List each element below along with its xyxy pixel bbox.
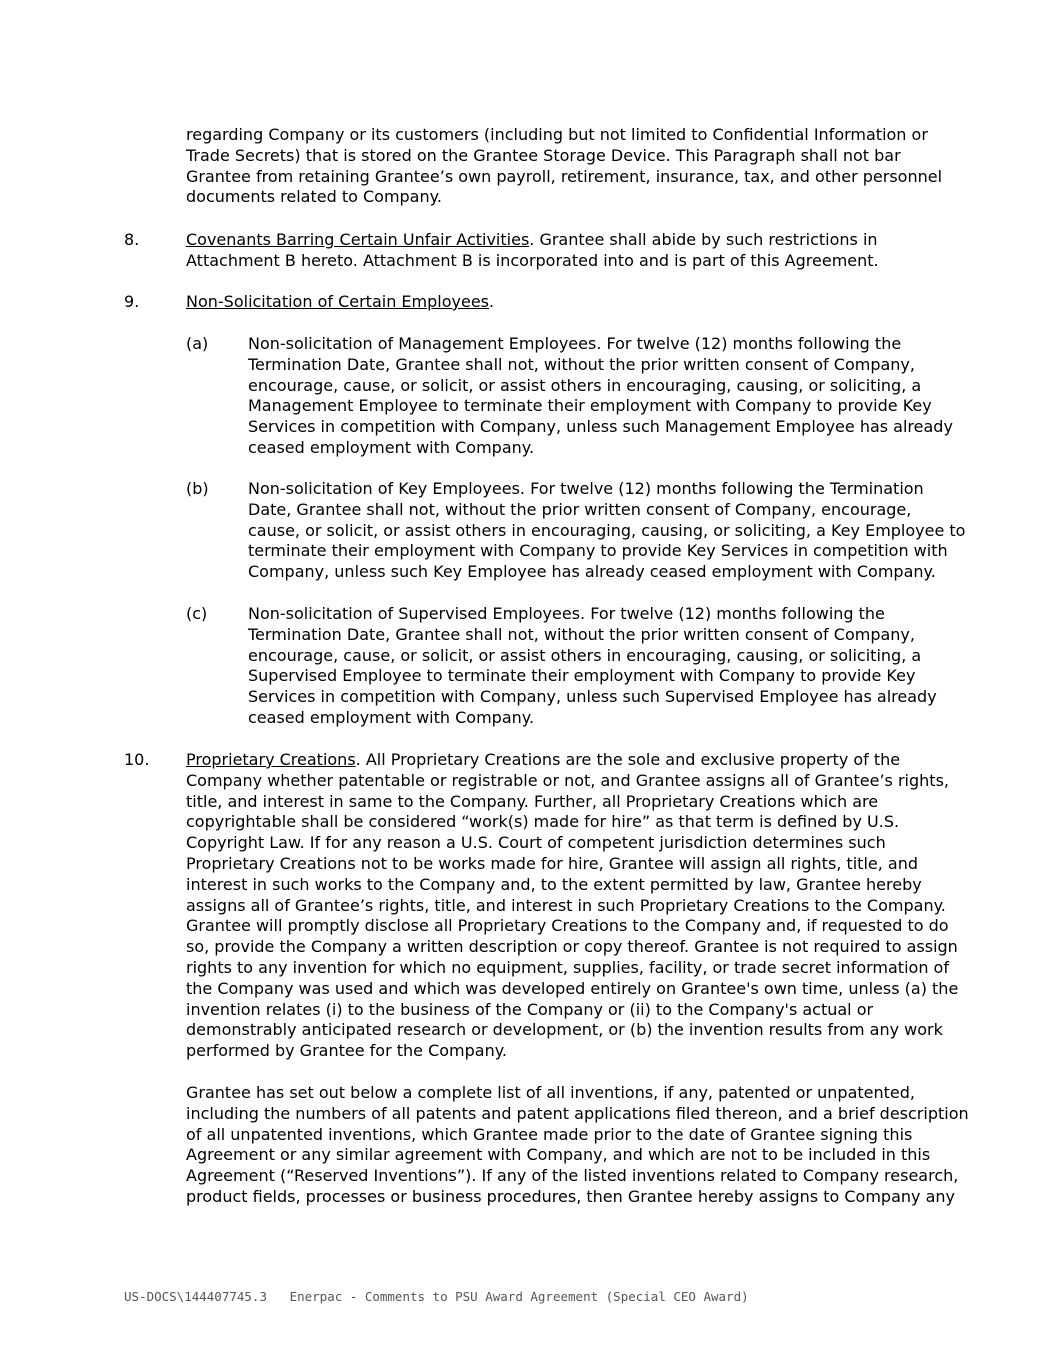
text-line: Services in competition with Company, unless such Supervised Employee has already (248, 687, 937, 707)
text-line: cause, or solicit, or assist others in encouraging, causing, or soliciting, a Key Employee to (248, 520, 966, 540)
text-line: Company, unless such Key Employee has already ceased employment with Company. (248, 562, 936, 582)
section-9-number: 9. (124, 292, 140, 311)
text-line: regarding Company or its customers (including but not limited to Confidential Information or (186, 125, 928, 144)
text-line: encourage, cause, or solicit, or assist others in encouraging, causing, or soliciting, a (248, 375, 922, 395)
text-line: Termination Date, Grantee shall not, without the prior written consent of Company, (248, 624, 915, 644)
subsection-b-label: (b) (186, 479, 209, 498)
text-line: rights to any invention for which no equipment, supplies, facility, or trade secret information of (186, 957, 949, 977)
section-10-paragraph-2 (186, 1083, 969, 1208)
text-line: so, provide the Company a written description or copy thereof. Grantee is not required to assign (186, 937, 958, 957)
text-line: Grantee will promptly disclose all Proprietary Creations to the Company and, if requested to do (186, 916, 949, 936)
text-line: interest in such works to the Company and, to the extent permitted by law, Grantee hereby (186, 874, 922, 894)
section-8-number: 8. (124, 230, 140, 249)
text-line: ceased employment with Company. (248, 707, 535, 727)
text-line: performed by Grantee for the Company. (186, 1041, 507, 1061)
text-line: Copyright Law. If for any reason a U.S. Court of competent jurisdiction determines such (186, 833, 886, 853)
section-8-heading: Covenants Barring Certain Unfair Activities (186, 230, 530, 249)
text-line: Non-solicitation of Management Employees. For twelve (12) months following the (248, 334, 902, 353)
document-footer: US-DOCS\144407745.3 Enerpac - Comments to PSU Award Agreement (Special CEO Award) (124, 1289, 749, 1304)
text-line: Supervised Employee to terminate their employment with Company to provide Key (248, 666, 916, 686)
subsection-a-label: (a) (186, 334, 209, 353)
text-line: the Company was used and which was developed entirely on Grantee's own time, unless (a) the (186, 978, 959, 998)
text-line: title, and interest in same to the Company. Further, all Proprietary Creations which are (186, 791, 879, 811)
text-line: Management Employee to terminate their employment with Company to provide Key (248, 396, 932, 416)
text-line: product fields, processes or business procedures, then Grantee hereby assigns to Company any (186, 1186, 955, 1206)
text-line: Agreement or any similar agreement with Company, and which are not to be included in this (186, 1145, 931, 1165)
text-line: . All Proprietary Creations are the sole and exclusive property of the (355, 750, 901, 769)
text-line: Termination Date, Grantee shall not, without the prior written consent of Company, (248, 354, 915, 374)
text-line: Agreement (“Reserved Inventions”). If any of the listed inventions related to Company research, (186, 1166, 959, 1186)
text-line: including the numbers of all patents and patent applications filed thereon, and a brief description (186, 1103, 969, 1123)
text-line: invention relates (i) to the business of the Company or (ii) to the Company's actual or (186, 999, 874, 1019)
subsection-c-body (248, 604, 938, 729)
text-line: Non-solicitation of Supervised Employees. For twelve (12) months following the (248, 604, 885, 623)
text-line: . Grantee shall abide by such restrictions in (529, 230, 878, 249)
text-line: encourage, cause, or solicit, or assist others in encouraging, causing, or soliciting, a (248, 645, 922, 665)
section-8-body (186, 230, 931, 272)
text-line: Date, Grantee shall not, without the prior written consent of Company, encourage, (248, 499, 912, 519)
text-line: Proprietary Creations not to be works made for hire, Grantee will assign all rights, title, and (186, 853, 919, 873)
text-line: terminate their employment with Company to provide Key Services in competition with (248, 541, 948, 561)
section-10-number: 10. (124, 750, 150, 769)
text-line: Grantee from retaining Grantee’s own payroll, retirement, insurance, tax, and other personnel (186, 166, 943, 186)
text-line: Grantee has set out below a complete list of all inventions, if any, patented or unpatented, (186, 1083, 915, 1102)
subsection-b-body (248, 479, 966, 583)
section-10-body (186, 750, 959, 1062)
text-line: ceased employment with Company. (248, 437, 535, 457)
text-line: Services in competition with Company, unless such Management Employee has already (248, 417, 953, 437)
text-line: copyrightable shall be considered “work(s) made for hire” as that term is defined by U.S. (186, 812, 900, 832)
text-line: Company whether patentable or registrable or not, and Grantee assigns all of Grantee’s rights, (186, 770, 949, 790)
subsection-a-body (248, 334, 953, 459)
text-line: Trade Secrets) that is stored on the Grantee Storage Device. This Paragraph shall not bar (186, 145, 901, 165)
continued-paragraph (186, 125, 943, 208)
text-line: documents related to Company. (186, 187, 442, 207)
text-line: Non-solicitation of Key Employees. For twelve (12) months following the Termination (248, 479, 924, 498)
text-line: of all unpatented inventions, which Grantee made prior to the date of Grantee signing this (186, 1124, 913, 1144)
section-10-heading: Proprietary Creations (186, 750, 356, 769)
section-9-heading-line (186, 292, 931, 313)
subsection-c-label: (c) (186, 604, 208, 623)
text-line: . (489, 292, 495, 311)
section-9-heading: Non-Solicitation of Certain Employees (186, 292, 489, 311)
text-line: Attachment B hereto. Attachment B is incorporated into and is part of this Agreement. (186, 250, 879, 270)
text-line: demonstrably anticipated research or development, or (b) the invention results from any work (186, 1020, 943, 1040)
text-line: assigns all of Grantee’s rights, title, and interest in such Proprietary Creations to the Company. (186, 895, 946, 915)
